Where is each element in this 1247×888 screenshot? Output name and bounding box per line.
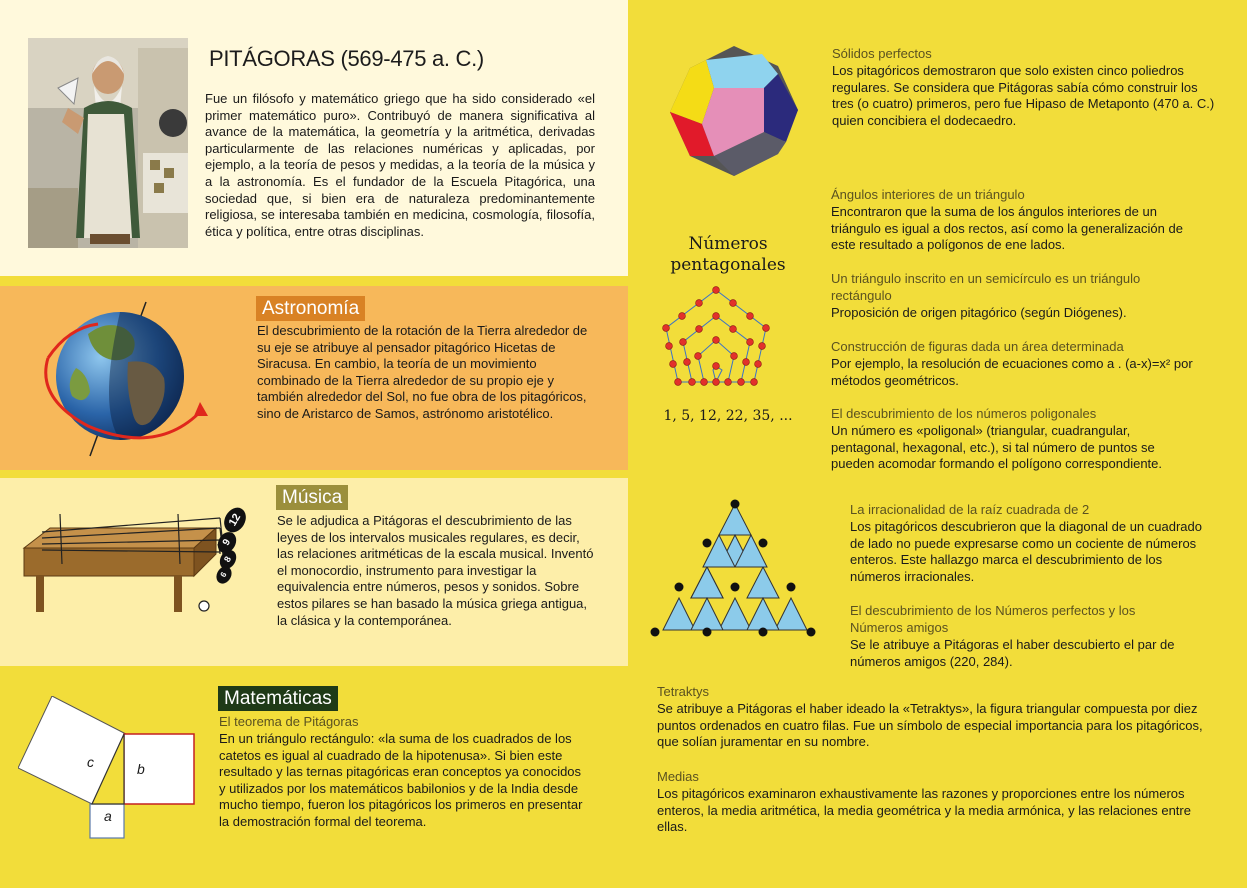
side-a-label: a (104, 808, 112, 824)
poligonales-title: El descubrimiento de los números poligonales (831, 406, 1097, 421)
construccion-title: Construcción de figuras dada un área determinada (831, 339, 1124, 354)
musica-label: Música (276, 485, 348, 510)
monochord-illustration (20, 508, 252, 618)
intro-title: PITÁGORAS (569-475 a. C.) (209, 46, 484, 71)
semicirculo-text: Proposición de origen pitagórico (según Diógenes). (831, 305, 1127, 320)
dodecahedron-illustration (666, 44, 802, 180)
solidos-text: Los pitagóricos demostraron que solo existen cinco poliedros regulares. Se considera que Pitágoras sabía cómo construir los tres (o cuatro) primeros, pero fue Hipaso de Metaponto (470 a. C.) quien concibiera el dodecaedro. (832, 63, 1215, 128)
matematicas-subtitle: El teorema de Pitágoras (219, 714, 359, 729)
pythagoras-portrait (28, 38, 188, 248)
pentagonales-sequence: 1, 5, 12, 22, 35, ... (663, 408, 793, 424)
weight-6-label: 6 (218, 570, 229, 579)
tetraktys-text: Se atribuye a Pitágoras el haber ideado la «Tetraktys», la figura triangular compuesta por diez puntos ordenados en cuatro filas. Fue un símbolo de especial importancia para los pitagóricos, que solían juramentar en su nombre. (657, 701, 1203, 750)
musica-text: Se le adjudica a Pitágoras el descubrimiento de las leyes de los intervalos musicales regulares, es decir, las relaciones aritméticas de la escala musical. Inventó el monocordio, instrumento para investigar la equivalencia entre números, pesos y sonidos. Sobre estos pilares se han basado la música griega antigua, la clásica y la contemporánea. (277, 513, 594, 628)
medias-text: Los pitagóricos examinaron exhaustivamente las razones y proporciones entre los números enteros, la media aritmética, la media geométrica y la media armónica, y las relaciones entre ellas. (657, 786, 1191, 835)
weight-9-label: 9 (220, 537, 234, 548)
tetraktys-triangle-figure (648, 496, 818, 646)
matematicas-text: En un triángulo rectángulo: «la suma de los cuadrados de los catetos es igual al cuadrado de la hipotenusa». Si bien este resultado y las ternas pitagóricas eran conceptos ya conocidos y utilizados por los matemáticos babilonios y de la India desde mucho tiempo, fueron los pitagóricos los primeros en presentar la demostración formal del teorema. (219, 731, 583, 829)
right-column (628, 0, 1247, 888)
matematicas-panel (0, 672, 628, 888)
solidos-title: Sólidos perfectos (832, 46, 932, 61)
poligonales-text: Un número es «poligonal» (triangular, cuadrangular, pentagonal, hexagonal, etc.), si tal número de puntos se pueden acomodar formando el polígono correspondiente. (831, 423, 1163, 472)
pentagonales-title-line2: pentagonales (670, 255, 786, 275)
musica-panel (0, 478, 628, 666)
astronomia-text: El descubrimiento de la rotación de la Tierra alrededor de su eje se atribuye al pensador pitagórico Hicetas de Siracusa. En cambio, la teoría de un movimiento combinado de la Tierra alrededor de su propio eje y también alrededor del Sol, no fue obra de los pitagóricos, sino de Aristarco de Samos, astrónomo aristotélico. (257, 323, 588, 421)
medias-title: Medias (657, 769, 699, 784)
weight-12-label: 12 (226, 511, 244, 529)
intro-text: Fue un filósofo y matemático griego que ha sido considerado «el primer matemático puro». Contribuyó de manera significativa al avance de la matemática, la geometría y la aritmética, derivadas particularmente de las relaciones numéricas y aplicadas, por ejemplo, a la teoría de pesos y medidas, a la teoría de la música y a la astronomía. Es el fundador de la Escuela Pitagórica, una sociedad que, si bien era de naturaleza predominantemente religiosa, se interesaba también en medicina, cosmología, filosofía, ética y política, entre otras disciplinas. (205, 91, 595, 239)
angulos-title: Ángulos interiores de un triángulo (831, 187, 1025, 202)
matematicas-label: Matemáticas (218, 686, 338, 711)
irracionalidad-text: Los pitagóricos descubrieron que la diagonal de un cuadrado de lado no puede expresarse como un cociente de números enteros. Este hallazgo marca el descubrimiento de los números irracionales. (850, 519, 1202, 584)
irracionalidad-title: La irracionalidad de la raíz cuadrada de 2 (850, 502, 1090, 517)
tetraktys-title: Tetraktys (657, 684, 710, 699)
pentagonal-dots-figure (658, 282, 798, 402)
astronomia-label: Astronomía (256, 296, 365, 321)
weight-8-label: 8 (221, 554, 234, 564)
earth-globe-illustration (28, 298, 218, 460)
angulos-text: Encontraron que la suma de los ángulos interiores de un triángulo es igual a dos rectos, así como la generalización de este resultado a polígonos de ene lados. (831, 204, 1183, 253)
astronomia-panel (0, 286, 628, 470)
intro-panel (0, 0, 628, 276)
construccion-text: Por ejemplo, la resolución de ecuaciones como a . (a-x)=x² por métodos geométricos. (831, 356, 1193, 388)
side-c-label: c (87, 754, 94, 770)
perfectos-text: Se le atribuye a Pitágoras el haber descubierto el par de números amigos (220, 284). (850, 637, 1175, 669)
side-b-label: b (137, 761, 145, 777)
pentagonales-title-line1: Números (688, 234, 768, 254)
perfectos-title: El descubrimiento de los Números perfectos y los Números amigos (850, 603, 1136, 635)
semicirculo-title: Un triángulo inscrito en un semicírculo es un triángulo rectángulo (831, 271, 1141, 303)
